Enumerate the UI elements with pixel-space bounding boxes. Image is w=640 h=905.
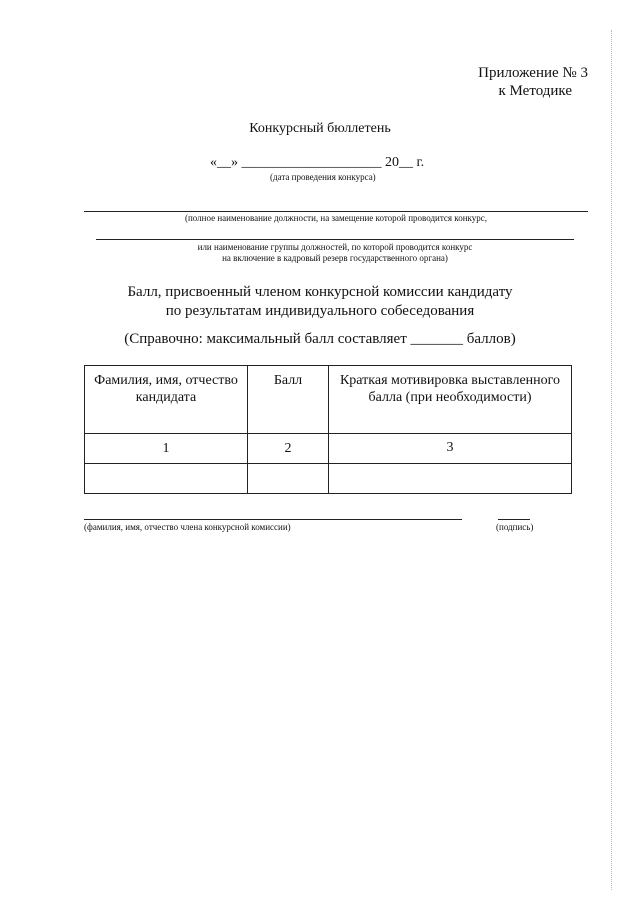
blank-cell[interactable] <box>85 464 248 494</box>
number-cell-1: 1 <box>85 434 248 464</box>
header-candidate: Фамилия, имя, отчество кандидата <box>85 366 248 434</box>
appendix-line-1: Приложение № 3 <box>478 65 588 81</box>
number-cell-3: 3 <box>329 434 572 464</box>
name-caption: (фамилия, имя, отчество члена конкурсной комиссии) <box>84 522 291 532</box>
position-rule-2 <box>96 239 574 240</box>
appendix-label <box>478 64 588 100</box>
heading-line-1: Балл, присвоенный членом конкурсной комиссии кандидату <box>127 284 513 300</box>
position-caption-3: на включение в кадровый резерв государственного органа) <box>222 253 448 263</box>
appendix-line-2: к Методике <box>498 83 572 99</box>
header-score: Балл <box>248 366 329 434</box>
heading-line-2: по результатам индивидуального собеседования <box>165 303 475 319</box>
blank-cell[interactable] <box>329 464 572 494</box>
table-header-row <box>85 366 572 434</box>
table-row <box>85 464 572 494</box>
position-caption-1: (полное наименование должности, на замещение которой проводится конкурс, <box>184 213 488 223</box>
sign-caption: (подпись) <box>496 522 534 532</box>
header-motivation: Краткая мотивировка выставленного балла (при необходимости) <box>329 366 572 434</box>
table-row <box>85 434 572 464</box>
position-caption-2: или наименование группы должностей, по которой проводится конкурс <box>197 242 473 252</box>
date-line: «__» ____________________ 20__ г. <box>210 155 425 170</box>
date-caption: (дата проведения конкурса) <box>270 172 376 182</box>
document-title: Конкурсный бюллетень <box>249 121 391 136</box>
position-rule-1 <box>84 211 588 212</box>
sign-rule <box>498 519 530 520</box>
name-rule <box>84 519 462 520</box>
reference-note: (Справочно: максимальный балл составляет _______ баллов) <box>124 331 516 347</box>
score-table <box>84 365 572 494</box>
number-cell-2: 2 <box>248 434 329 464</box>
section-heading <box>0 283 640 321</box>
blank-cell[interactable] <box>248 464 329 494</box>
page-edge-dots <box>610 30 612 890</box>
